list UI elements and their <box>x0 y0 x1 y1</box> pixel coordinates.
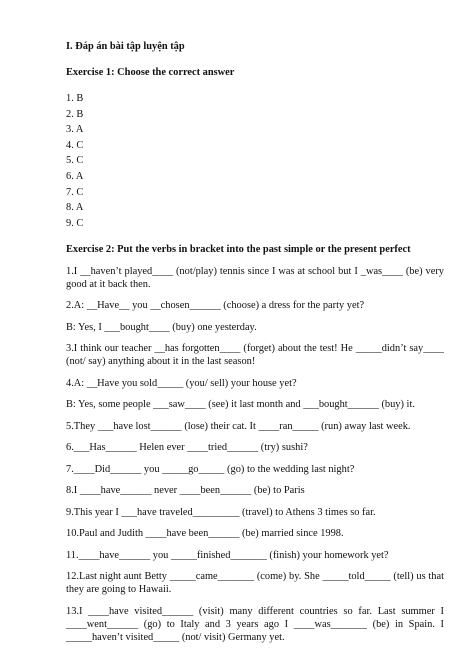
section-title: I. Đáp án bài tập luyện tập <box>66 41 185 52</box>
exercise2-item: 9.This year I ___have traveled_________ (travel) to Athens 3 times so far. <box>66 506 376 518</box>
exercise2-item: 13.I ____have visited______ (visit) many different countries so far. Last summer I ____went______ (go) to Italy and 3 years ago I ____was_______ (be) in Spain. I _____haven’t visited_____ (not/ visit) Germany yet. <box>66 605 444 643</box>
exercise2-item: 1.I __haven’t played____ (not/play) tennis since I was at school but I _was____ (be) very good at it back then. <box>66 265 444 290</box>
exercise2-item: 7.____Did______ you _____go_____ (go) to the wedding last night? <box>66 463 355 475</box>
exercise2-item: 4.A: __Have you sold_____ (you/ sell) your house yet? <box>66 377 297 389</box>
answer-item: 2. B <box>66 108 84 120</box>
document-page <box>66 40 444 652</box>
exercise1-title: Exercise 1: Choose the correct answer <box>66 67 235 78</box>
exercise2-item: 12.Last night aunt Betty _____came_______ (come) by. She _____told_____ (tell) us that they are going to Hawaii. <box>66 571 444 596</box>
answer-item: 4. C <box>66 139 84 151</box>
exercise2-item: 2.A: __Have__ you __chosen______ (choose) a dress for the party yet? <box>66 300 365 312</box>
answer-item: 8. A <box>66 202 84 214</box>
answer-item: 3. A <box>66 124 84 136</box>
exercise2-item: 11.____have______ you _____finished_______ (finish) your homework yet? <box>66 549 389 561</box>
exercise2-title: Exercise 2: Put the verbs in bracket into the past simple or the present perfect <box>66 243 411 255</box>
answer-item: 5. C <box>66 155 84 167</box>
answer-item: 6. A <box>66 170 84 182</box>
exercise2-item: 6.___Has______ Helen ever ____tried______ (try) sushi? <box>66 442 308 454</box>
exercise2-item: 5.They ___have lost______ (lose) their cat. It ____ran_____ (run) away last week. <box>66 420 411 432</box>
exercise2-item: B: Yes, I ___bought____ (buy) one yesterday. <box>66 321 257 333</box>
exercise2-item: 10.Paul and Judith ____have been______ (be) married since 1998. <box>66 528 344 540</box>
exercise2-item: 3.I think our teacher __has forgotten____ (forget) about the test! He _____didn’t say____ (not/ say) anything about it in the last season! <box>66 343 444 368</box>
exercise1-answer-list <box>66 92 444 230</box>
exercise2-item: B: Yes, some people ___saw____ (see) it last month and ___bought______ (buy) it. <box>66 399 415 411</box>
answer-item: 9. C <box>66 217 84 229</box>
answer-item: 7. C <box>66 186 84 198</box>
exercise2-item: 8.I ____have______ never ____been______ (be) to Paris <box>66 485 305 497</box>
answer-item: 1. B <box>66 93 84 104</box>
